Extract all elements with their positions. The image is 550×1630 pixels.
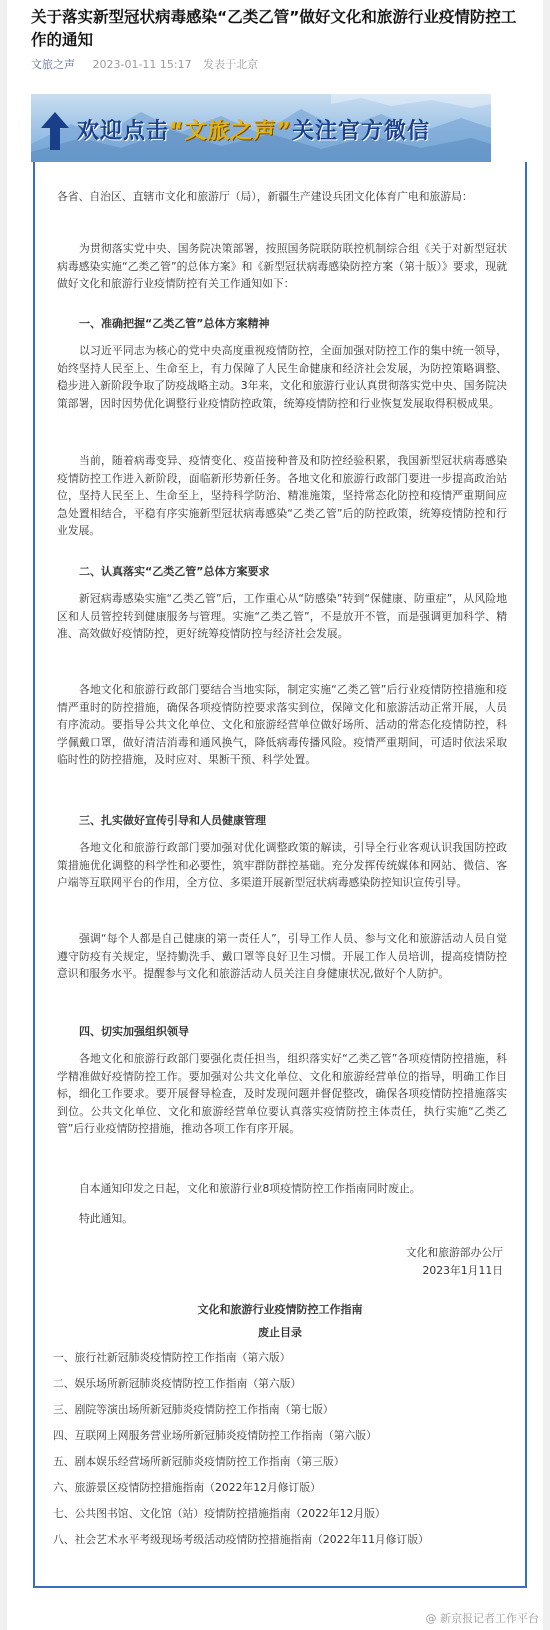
intro-paragraph: 为贯彻落实党中央、国务院决策部署，按照国务院联防联控机制综合组《关于对新型冠状病毒感染实施“乙类乙管”的总体方案》和《新型冠状病毒感染防控方案（第十版）》要求，现就做好文化和旅游行业疫情防控有关工作通知如下： (57, 242, 507, 291)
publish-time: 2023-01-11 15:17 (92, 58, 192, 71)
appendix-item-3: 三、剧院等演出场所新冠肺炎疫情防控工作指南（第七版） (53, 1403, 334, 1416)
appendix-item-2: 二、娱乐场所新冠肺炎疫情防控工作指南（第六版） (53, 1377, 302, 1390)
section-1-paragraph-1: 以习近平同志为核心的党中央高度重视疫情防控，全面加强对防控工作的集中统一领导，始终坚持人民至上、生命至上，有力保障了人民生命健康和经济社会发展，为防控策略调整、稳步进入新阶段争取了防疫战略主动。3年来，文化和旅游行业认真贯彻落实党中央、国务院决策部署，因时因势优化调整行业疫情防控政策，统筹疫情防控和行业恢复发展取得积极成果。 (57, 344, 507, 410)
appendix-item-4: 四、互联网上网服务营业场所新冠肺炎疫情防控工作指南（第六版） (53, 1429, 377, 1442)
watermark: @ 新京报记者工作平台 (425, 1612, 539, 1625)
section-3-paragraph-1: 各地文化和旅游行政部门要加强对优化调整政策的解读，引导全行业客观认识我国防控政策措施优化调整的科学性和必要性，筑牢群防群控基础。充分发挥传统媒体和网站、微信、客户端等互联网平台的作用，全方位、多渠道开展新型冠状病毒感染防控知识宣传引导。 (57, 841, 507, 890)
article-page (7, 0, 543, 1630)
appendix-subtitle: 废止目录 (258, 1326, 302, 1339)
section-2-paragraph-2: 各地文化和旅游行政部门要结合当地实际，制定实施“乙类乙管”后行业疫情防控措施和疫情严重时的防控措施，确保各项疫情防控要求落实到位，保障文化和旅游活动正常开展，人员有序流动。要指导公共文化单位、文化和旅游经营单位做好场所、活动的常态化疫情防控，科学佩戴口罩，做好清洁消毒和通风换气，降低病毒传播风险。疫情严重期间，可适时依法采取临时性的防控措施，及时应对、果断干预、科学处置。 (57, 683, 507, 767)
slogan-after: 关注官方微信 (291, 119, 430, 144)
addressee: 各省、自治区、直辖市文化和旅游厅（局），新疆生产建设兵团文化体育广电和旅游局： (57, 190, 473, 203)
signature-date: 2023年1月11日 (422, 1264, 503, 1277)
account-name-link[interactable]: 文旅之声 (31, 58, 75, 71)
appendix-item-5: 五、剧本娱乐经营场所新冠肺炎疫情防控工作指南（第三版） (53, 1455, 345, 1468)
effective-notice: 自本通知印发之日起，文化和旅游行业8项疫情防控工作指南同时废止。 (79, 1182, 421, 1195)
section-3-title: 三、扎实做好宣传引导和人员健康管理 (79, 814, 266, 827)
section-1-title: 一、准确把握“乙类乙管”总体方案精神 (79, 317, 270, 330)
follow-banner[interactable] (31, 94, 491, 162)
section-4-paragraph-1: 各地文化和旅游行政部门要强化责任担当，组织落实好“乙类乙管”各项疫情防控措施，科学精准做好疫情防控工作。要加强对公共文化单位、文化和旅游经营单位的指导，明确工作目标，细化工作要求。要开展督导检查，及时发现问题并督促整改，确保各项疫情防控措施落实到位。公共文化单位、文化和旅游经营单位要认真落实疫情防控主体责任，执行实施“乙类乙管”后行业疫情防控措施，推动各项工作有序开展。 (57, 1052, 507, 1136)
appendix-item-1: 一、旅行社新冠肺炎疫情防控工作指南（第六版） (53, 1351, 291, 1364)
section-3-paragraph-2: 强调“每个人都是自己健康的第一责任人”，引导工作人员、参与文化和旅游活动人员自觉遵守防疫有关规定，坚持勤洗手、戴口罩等良好卫生习惯。开展工作人员培训，提高疫情防控意识和服务水平。提醒参与文化和旅游活动人员关注自身健康状况,做好个人防护。 (57, 932, 507, 981)
signature-block (406, 1244, 503, 1280)
section-2-title: 二、认真落实“乙类乙管”总体方案要求 (79, 565, 270, 578)
appendix-title: 文化和旅游行业疫情防控工作指南 (197, 1303, 363, 1316)
closing-line: 特此通知。 (79, 1212, 133, 1225)
section-1-paragraph-2: 当前，随着病毒变异、疫情变化、疫苗接种普及和防控经验积累，我国新型冠状病毒感染疫情防控工作进入新阶段，面临新形势新任务。各地文化和旅游行政部门要进一步提高政治站位，坚持人民至上、生命至上，坚持科学防治、精准施策，坚持常态化防控和疫情严重期间应急处置相结合，平稳有序实施新型冠状病毒感染“乙类乙管”后的防控政策，统筹疫情防控和行业发展。 (57, 454, 507, 538)
banner-slogan (77, 114, 430, 145)
appendix-item-7: 七、公共图书馆、文化馆（站）疫情防控措施指南（2022年12月版） (53, 1507, 386, 1520)
appendix-item-6: 六、旅游景区疫情防控措施指南（2022年12月修订版） (53, 1481, 321, 1494)
publish-location: 发表于北京 (203, 58, 259, 71)
up-arrow-icon (41, 112, 69, 150)
section-2-paragraph-1: 新冠病毒感染实施“乙类乙管”后，工作重心从“防感染”转到“保健康、防重症”，从风险地区和人员管控转到健康服务与管理。实施“乙类乙管”，不是放开不管，而是强调更加科学、精准、高效做好疫情防控，更好统筹疫情防控与经济社会发展。 (57, 592, 507, 641)
notice-document (33, 162, 527, 1588)
appendix-item-8: 八、社会艺术水平考级现场考级活动疫情防控措施指南（2022年11月修订版） (53, 1533, 429, 1546)
signature-org: 文化和旅游部办公厅 (405, 1246, 503, 1259)
slogan-highlight: “文旅之声” (169, 119, 292, 144)
slogan-before: 欢迎点击 (77, 119, 170, 144)
section-4-title: 四、切实加强组织领导 (79, 1025, 189, 1038)
article-meta (31, 56, 258, 72)
article-title: 关于落实新型冠状病毒感染“乙类乙管”做好文化和旅游行业疫情防控工作的通知 (31, 8, 517, 49)
